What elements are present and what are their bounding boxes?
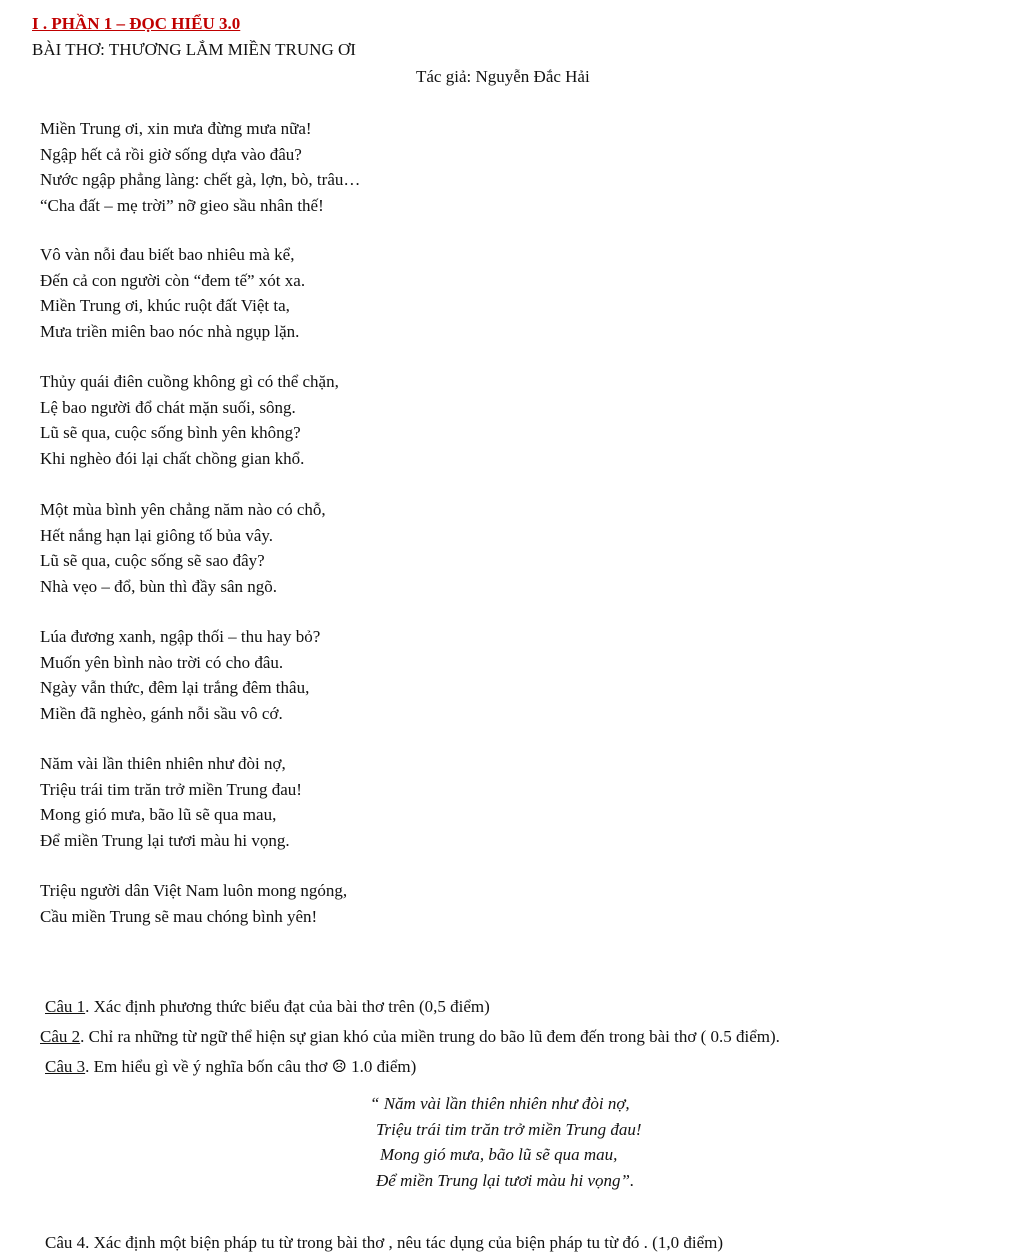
poem-line: Nước ngập phẳng làng: chết gà, lợn, bò, trâu… <box>40 170 361 190</box>
poem-line: Một mùa bình yên chẳng năm nào có chỗ, <box>40 500 326 519</box>
poem-line: “Cha đất – mẹ trời” nỡ gieo sầu nhân thế! <box>40 195 324 215</box>
poem-line: Muốn yên bình nào trời có cho đâu. <box>40 652 284 672</box>
question-1-label: Câu 1 <box>45 997 86 1016</box>
poem-line: Triệu trái tim trăn trở miền Trung đau! <box>40 779 302 799</box>
poem-line: Mong gió mưa, bão lũ sẽ qua mau, <box>40 805 277 825</box>
poem-line: Năm vài lần thiên nhiên như đòi nợ, <box>40 754 286 773</box>
poem-line: Ngày vẫn thức, đêm lại trắng đêm thâu, <box>40 678 310 698</box>
quote-line: Để miền Trung lại tươi màu hi vọng”. <box>376 1171 635 1190</box>
poem-line: Nhà vẹo – đổ, bùn thì đầy sân ngõ. <box>40 576 278 596</box>
stanza-6 <box>40 751 302 853</box>
question-2-label: Câu 2 <box>40 1027 81 1046</box>
poem-line: Thủy quái điên cuồng không gì có thể chặn, <box>40 372 339 391</box>
poem-line: Miền Trung ơi, khúc ruột đất Việt ta, <box>40 296 290 316</box>
stanza-7 <box>40 878 347 929</box>
quote-line: Triệu trái tim trăn trở miền Trung đau! <box>376 1120 642 1139</box>
question-3-label: Câu 3 <box>45 1057 86 1076</box>
poem-line: Lệ bao người đổ chát mặn suối, sông. <box>40 397 296 417</box>
poem-line: Hết nắng hạn lại giông tố bủa vây. <box>40 525 274 545</box>
question-3 <box>45 1057 416 1077</box>
stanza-1 <box>40 116 360 218</box>
author-line: Tác giả: Nguyễn Đắc Hải <box>416 67 590 86</box>
stanza-3 <box>40 369 339 471</box>
question-4: Câu 4. Xác định một biện pháp tu từ trong bài thơ , nêu tác dụng của biện pháp tu từ đó . (1,0 điểm) <box>45 1233 723 1252</box>
poem-line: Miền Trung ơi, xin mưa đừng mưa nữa! <box>40 119 312 138</box>
poem-line: Để miền Trung lại tươi màu hi vọng. <box>40 830 290 850</box>
stanza-5 <box>40 624 320 726</box>
poem-line: Đến cả con người còn “đem tế” xót xa. <box>40 270 306 290</box>
poem-title: BÀI THƠ: THƯƠNG LẮM MIỀN TRUNG ƠI <box>32 40 356 59</box>
poem-line: Ngập hết cả rồi giờ sống dựa vào đâu? <box>40 144 302 164</box>
poem-line: Khi nghèo đói lại chất chồng gian khổ. <box>40 448 305 468</box>
quote-line: Mong gió mưa, bão lũ sẽ qua mau, <box>380 1145 618 1164</box>
question-1 <box>45 997 490 1017</box>
question-2-text: . Chỉ ra những từ ngữ thể hiện sự gian khó của miền trung do bão lũ đem đến trong bài thơ ( 0.5 điểm). <box>80 1027 780 1046</box>
question-1-text: . Xác định phương thức biểu đạt của bài thơ trên (0,5 điểm) <box>85 997 490 1016</box>
poem-line: Mưa triền miên bao nóc nhà ngụp lặn. <box>40 321 300 341</box>
stanza-4 <box>40 497 326 599</box>
poem-line: Lũ sẽ qua, cuộc sống bình yên không? <box>40 423 301 443</box>
quote-line: “ Năm vài lần thiên nhiên như đòi nợ, <box>370 1094 630 1113</box>
poem-line: Cầu miền Trung sẽ mau chóng bình yên! <box>40 906 318 926</box>
poem-line: Triệu người dân Việt Nam luôn mong ngóng, <box>40 881 348 900</box>
poem-line: Vô vàn nỗi đau biết bao nhiêu mà kể, <box>40 245 295 264</box>
stanza-2 <box>40 242 305 344</box>
section-title: I . PHẦN 1 – ĐỌC HIỂU 3.0 <box>32 14 241 33</box>
poem-line: Lúa đương xanh, ngập thối – thu hay bỏ? <box>40 627 321 646</box>
poem-line: Miền đã nghèo, gánh nỗi sầu vô cớ. <box>40 703 283 723</box>
question-3-text: . Em hiểu gì về ý nghĩa bốn câu thơ ☹ 1.0 điểm) <box>85 1057 417 1076</box>
question-2 <box>40 1027 780 1047</box>
poem-line: Lũ sẽ qua, cuộc sống sẽ sao đây? <box>40 551 265 571</box>
